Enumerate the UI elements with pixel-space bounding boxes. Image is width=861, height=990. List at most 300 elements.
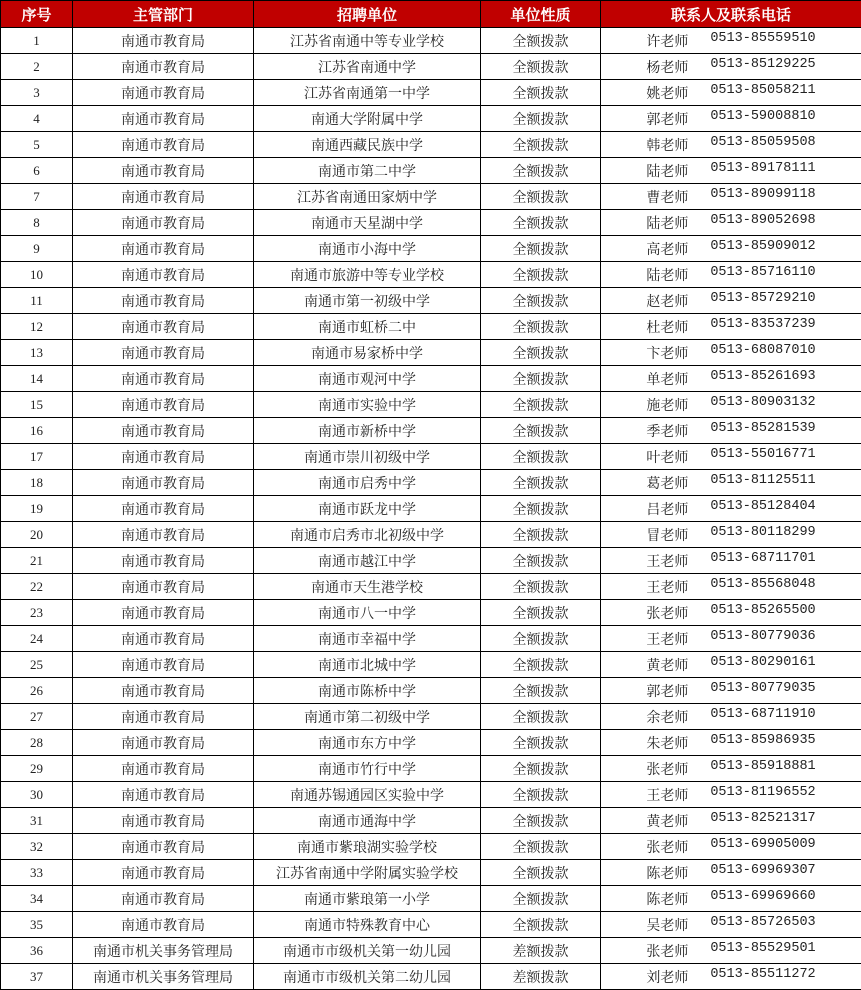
cell-no: 11	[1, 288, 73, 314]
cell-type: 全额拨款	[481, 834, 601, 860]
cell-no: 17	[1, 444, 73, 470]
cell-no: 1	[1, 28, 73, 54]
cell-unit: 南通市特殊教育中心	[254, 912, 481, 938]
cell-contact	[601, 652, 861, 678]
header-contact: 联系人及联系电话	[601, 1, 861, 28]
cell-no: 23	[1, 600, 73, 626]
table-row	[1, 886, 861, 912]
cell-unit: 南通市陈桥中学	[254, 678, 481, 704]
cell-department: 南通市教育局	[73, 392, 254, 418]
cell-type: 全额拨款	[481, 210, 601, 236]
contact-phone: 0513-85729210	[710, 291, 815, 311]
contact-phone: 0513-85918881	[710, 759, 815, 779]
table-row	[1, 626, 861, 652]
contact-name: 韩老师	[646, 135, 688, 155]
cell-no: 30	[1, 782, 73, 808]
cell-department: 南通市教育局	[73, 912, 254, 938]
cell-department: 南通市教育局	[73, 340, 254, 366]
cell-no: 6	[1, 158, 73, 184]
header-no: 序号	[1, 1, 73, 28]
cell-department: 南通市教育局	[73, 704, 254, 730]
table-row	[1, 106, 861, 132]
contact-phone: 0513-80779035	[710, 681, 815, 701]
cell-contact	[601, 522, 861, 548]
cell-unit: 南通市第二初级中学	[254, 704, 481, 730]
cell-type: 全额拨款	[481, 678, 601, 704]
contact-phone: 0513-80118299	[710, 525, 815, 545]
cell-contact	[601, 158, 861, 184]
cell-type: 全额拨款	[481, 28, 601, 54]
contact-phone: 0513-81125511	[710, 473, 815, 493]
contact-phone: 0513-85261693	[710, 369, 815, 389]
cell-unit: 南通市小海中学	[254, 236, 481, 262]
cell-type: 全额拨款	[481, 314, 601, 340]
cell-contact	[601, 288, 861, 314]
cell-department: 南通市教育局	[73, 574, 254, 600]
contact-phone: 0513-82521317	[710, 811, 815, 831]
cell-no: 10	[1, 262, 73, 288]
table-row	[1, 54, 861, 80]
cell-contact	[601, 418, 861, 444]
cell-no: 7	[1, 184, 73, 210]
contact-name: 陆老师	[646, 161, 688, 181]
cell-type: 差额拨款	[481, 964, 601, 990]
cell-contact	[601, 210, 861, 236]
cell-contact	[601, 938, 861, 964]
cell-contact	[601, 54, 861, 80]
cell-department: 南通市教育局	[73, 522, 254, 548]
cell-department: 南通市教育局	[73, 288, 254, 314]
cell-no: 15	[1, 392, 73, 418]
contact-name: 张老师	[646, 759, 688, 779]
cell-contact	[601, 782, 861, 808]
cell-contact	[601, 912, 861, 938]
cell-department: 南通市教育局	[73, 808, 254, 834]
cell-contact	[601, 314, 861, 340]
cell-unit: 南通西藏民族中学	[254, 132, 481, 158]
contact-phone: 0513-85559510	[710, 31, 815, 51]
contact-name: 陆老师	[646, 213, 688, 233]
cell-contact	[601, 262, 861, 288]
cell-type: 全额拨款	[481, 288, 601, 314]
cell-type: 全额拨款	[481, 600, 601, 626]
table-row	[1, 80, 861, 106]
cell-department: 南通市教育局	[73, 80, 254, 106]
table-row	[1, 366, 861, 392]
cell-type: 全额拨款	[481, 574, 601, 600]
cell-no: 37	[1, 964, 73, 990]
cell-department: 南通市教育局	[73, 886, 254, 912]
cell-type: 全额拨款	[481, 704, 601, 730]
cell-contact	[601, 678, 861, 704]
header-department: 主管部门	[73, 1, 254, 28]
cell-unit: 南通市市级机关第二幼儿园	[254, 964, 481, 990]
contact-name: 许老师	[646, 31, 688, 51]
contact-name: 葛老师	[646, 473, 688, 493]
cell-contact	[601, 600, 861, 626]
cell-unit: 江苏省南通第一中学	[254, 80, 481, 106]
contact-name: 王老师	[646, 551, 688, 571]
cell-unit: 南通苏锡通园区实验中学	[254, 782, 481, 808]
table-row	[1, 834, 861, 860]
table-row	[1, 808, 861, 834]
cell-contact	[601, 626, 861, 652]
contact-name: 陆老师	[646, 265, 688, 285]
cell-type: 全额拨款	[481, 652, 601, 678]
contact-name: 杜老师	[646, 317, 688, 337]
cell-type: 全额拨款	[481, 444, 601, 470]
table-row	[1, 418, 861, 444]
table-row	[1, 262, 861, 288]
cell-type: 全额拨款	[481, 392, 601, 418]
table-row	[1, 652, 861, 678]
cell-no: 14	[1, 366, 73, 392]
cell-department: 南通市教育局	[73, 860, 254, 886]
cell-type: 全额拨款	[481, 756, 601, 782]
contact-phone: 0513-81196552	[710, 785, 815, 805]
cell-department: 南通市教育局	[73, 54, 254, 80]
cell-type: 全额拨款	[481, 470, 601, 496]
table-row	[1, 158, 861, 184]
cell-unit: 南通市幸福中学	[254, 626, 481, 652]
cell-unit: 南通市第二中学	[254, 158, 481, 184]
table-row	[1, 314, 861, 340]
cell-type: 全额拨款	[481, 496, 601, 522]
cell-contact	[601, 860, 861, 886]
cell-no: 3	[1, 80, 73, 106]
cell-no: 31	[1, 808, 73, 834]
table-row	[1, 600, 861, 626]
cell-department: 南通市教育局	[73, 106, 254, 132]
cell-no: 36	[1, 938, 73, 964]
table-body	[1, 28, 861, 990]
contact-name: 曹老师	[646, 187, 688, 207]
contact-phone: 0513-85568048	[710, 577, 815, 597]
contact-phone: 0513-85511272	[710, 967, 815, 987]
header-unit: 招聘单位	[254, 1, 481, 28]
cell-unit: 南通市崇川初级中学	[254, 444, 481, 470]
table-row	[1, 184, 861, 210]
contact-name: 郭老师	[646, 109, 688, 129]
cell-department: 南通市教育局	[73, 236, 254, 262]
cell-unit: 南通市越江中学	[254, 548, 481, 574]
contact-name: 王老师	[646, 577, 688, 597]
cell-contact	[601, 28, 861, 54]
contact-phone: 0513-68711910	[710, 707, 815, 727]
cell-no: 29	[1, 756, 73, 782]
contact-name: 张老师	[646, 941, 688, 961]
contact-name: 季老师	[646, 421, 688, 441]
table-row	[1, 522, 861, 548]
contact-name: 王老师	[646, 629, 688, 649]
cell-type: 全额拨款	[481, 730, 601, 756]
table-row	[1, 912, 861, 938]
table-row	[1, 704, 861, 730]
contact-name: 冒老师	[646, 525, 688, 545]
cell-no: 4	[1, 106, 73, 132]
contact-phone: 0513-85986935	[710, 733, 815, 753]
cell-contact	[601, 132, 861, 158]
contact-phone: 0513-68087010	[710, 343, 815, 363]
cell-no: 2	[1, 54, 73, 80]
cell-department: 南通市教育局	[73, 730, 254, 756]
cell-department: 南通市教育局	[73, 132, 254, 158]
cell-unit: 南通市实验中学	[254, 392, 481, 418]
table-row	[1, 860, 861, 886]
cell-no: 33	[1, 860, 73, 886]
cell-contact	[601, 756, 861, 782]
cell-no: 32	[1, 834, 73, 860]
cell-contact	[601, 470, 861, 496]
contact-phone: 0513-85129225	[710, 57, 815, 77]
cell-contact	[601, 886, 861, 912]
contact-name: 施老师	[646, 395, 688, 415]
cell-department: 南通市教育局	[73, 470, 254, 496]
cell-department: 南通市教育局	[73, 184, 254, 210]
table-row	[1, 782, 861, 808]
contact-phone: 0513-80903132	[710, 395, 815, 415]
cell-type: 全额拨款	[481, 340, 601, 366]
contact-name: 卞老师	[646, 343, 688, 363]
cell-department: 南通市教育局	[73, 314, 254, 340]
cell-no: 34	[1, 886, 73, 912]
cell-contact	[601, 704, 861, 730]
contact-name: 高老师	[646, 239, 688, 259]
cell-type: 全额拨款	[481, 184, 601, 210]
contact-name: 吴老师	[646, 915, 688, 935]
contact-name: 陈老师	[646, 889, 688, 909]
cell-department: 南通市教育局	[73, 626, 254, 652]
contact-phone: 0513-85716110	[710, 265, 815, 285]
cell-department: 南通市教育局	[73, 652, 254, 678]
cell-department: 南通市教育局	[73, 678, 254, 704]
table-row	[1, 496, 861, 522]
cell-no: 25	[1, 652, 73, 678]
cell-department: 南通市教育局	[73, 496, 254, 522]
cell-no: 12	[1, 314, 73, 340]
contact-name: 叶老师	[646, 447, 688, 467]
contact-phone: 0513-89178111	[710, 161, 815, 181]
cell-unit: 南通市竹行中学	[254, 756, 481, 782]
cell-department: 南通市教育局	[73, 158, 254, 184]
cell-contact	[601, 236, 861, 262]
contact-phone: 0513-85058211	[710, 83, 815, 103]
contact-name: 朱老师	[646, 733, 688, 753]
contact-phone: 0513-68711701	[710, 551, 815, 571]
contact-phone: 0513-89052698	[710, 213, 815, 233]
contact-name: 单老师	[646, 369, 688, 389]
cell-unit: 南通市跃龙中学	[254, 496, 481, 522]
cell-unit: 南通市紫琅湖实验学校	[254, 834, 481, 860]
contact-phone: 0513-89099118	[710, 187, 815, 207]
cell-unit: 南通市北城中学	[254, 652, 481, 678]
contact-name: 吕老师	[646, 499, 688, 519]
cell-contact	[601, 106, 861, 132]
cell-contact	[601, 834, 861, 860]
contact-name: 郭老师	[646, 681, 688, 701]
cell-no: 8	[1, 210, 73, 236]
cell-contact	[601, 574, 861, 600]
contact-phone: 0513-85726503	[710, 915, 815, 935]
cell-unit: 江苏省南通中学	[254, 54, 481, 80]
cell-type: 全额拨款	[481, 54, 601, 80]
cell-department: 南通市教育局	[73, 756, 254, 782]
cell-no: 21	[1, 548, 73, 574]
cell-contact	[601, 366, 861, 392]
cell-unit: 南通市天生港学校	[254, 574, 481, 600]
cell-contact	[601, 392, 861, 418]
cell-department: 南通市教育局	[73, 782, 254, 808]
table-row	[1, 392, 861, 418]
cell-contact	[601, 184, 861, 210]
cell-contact	[601, 548, 861, 574]
contact-name: 陈老师	[646, 863, 688, 883]
table-row	[1, 132, 861, 158]
contact-phone: 0513-83537239	[710, 317, 815, 337]
cell-department: 南通市教育局	[73, 28, 254, 54]
cell-unit: 南通市观河中学	[254, 366, 481, 392]
cell-contact	[601, 340, 861, 366]
table-row	[1, 444, 861, 470]
cell-type: 全额拨款	[481, 808, 601, 834]
cell-department: 南通市教育局	[73, 210, 254, 236]
contact-phone: 0513-80779036	[710, 629, 815, 649]
cell-no: 20	[1, 522, 73, 548]
cell-type: 全额拨款	[481, 236, 601, 262]
cell-no: 9	[1, 236, 73, 262]
table-row	[1, 964, 861, 990]
cell-type: 全额拨款	[481, 626, 601, 652]
cell-type: 全额拨款	[481, 782, 601, 808]
contact-phone: 0513-69969307	[710, 863, 815, 883]
cell-unit: 南通市通海中学	[254, 808, 481, 834]
cell-no: 26	[1, 678, 73, 704]
contact-name: 张老师	[646, 603, 688, 623]
contact-name: 黄老师	[646, 811, 688, 831]
cell-contact	[601, 730, 861, 756]
contact-name: 杨老师	[646, 57, 688, 77]
contact-name: 赵老师	[646, 291, 688, 311]
contact-phone: 0513-85059508	[710, 135, 815, 155]
cell-no: 16	[1, 418, 73, 444]
cell-type: 全额拨款	[481, 912, 601, 938]
cell-contact	[601, 444, 861, 470]
cell-department: 南通市机关事务管理局	[73, 938, 254, 964]
cell-department: 南通市教育局	[73, 366, 254, 392]
cell-no: 18	[1, 470, 73, 496]
table-row	[1, 678, 861, 704]
cell-type: 全额拨款	[481, 132, 601, 158]
table-row	[1, 236, 861, 262]
cell-no: 28	[1, 730, 73, 756]
cell-contact	[601, 808, 861, 834]
cell-unit: 南通市启秀中学	[254, 470, 481, 496]
contact-phone: 0513-85128404	[710, 499, 815, 519]
cell-contact	[601, 496, 861, 522]
cell-unit: 南通市新桥中学	[254, 418, 481, 444]
cell-unit: 南通市旅游中等专业学校	[254, 262, 481, 288]
table-row	[1, 28, 861, 54]
cell-unit: 江苏省南通田家炳中学	[254, 184, 481, 210]
contact-phone: 0513-55016771	[710, 447, 815, 467]
contact-name: 刘老师	[646, 967, 688, 987]
cell-no: 13	[1, 340, 73, 366]
cell-unit: 江苏省南通中学附属实验学校	[254, 860, 481, 886]
cell-unit: 江苏省南通中等专业学校	[254, 28, 481, 54]
cell-type: 全额拨款	[481, 886, 601, 912]
cell-department: 南通市教育局	[73, 418, 254, 444]
cell-unit: 南通市东方中学	[254, 730, 481, 756]
contact-name: 张老师	[646, 837, 688, 857]
cell-department: 南通市教育局	[73, 834, 254, 860]
cell-contact	[601, 80, 861, 106]
table-row	[1, 288, 861, 314]
cell-department: 南通市教育局	[73, 548, 254, 574]
table-row	[1, 340, 861, 366]
cell-unit: 南通市市级机关第一幼儿园	[254, 938, 481, 964]
cell-type: 差额拨款	[481, 938, 601, 964]
cell-department: 南通市教育局	[73, 262, 254, 288]
contact-name: 王老师	[646, 785, 688, 805]
cell-department: 南通市教育局	[73, 600, 254, 626]
cell-type: 全额拨款	[481, 366, 601, 392]
cell-type: 全额拨款	[481, 106, 601, 132]
table-row	[1, 938, 861, 964]
contact-phone: 0513-69969660	[710, 889, 815, 909]
contact-name: 余老师	[646, 707, 688, 727]
contact-phone: 0513-85909012	[710, 239, 815, 259]
cell-no: 22	[1, 574, 73, 600]
table-row	[1, 756, 861, 782]
cell-unit: 南通市启秀市北初级中学	[254, 522, 481, 548]
table-row	[1, 574, 861, 600]
header-type: 单位性质	[481, 1, 601, 28]
cell-type: 全额拨款	[481, 262, 601, 288]
table-row	[1, 730, 861, 756]
cell-type: 全额拨款	[481, 80, 601, 106]
contact-phone: 0513-59008810	[710, 109, 815, 129]
cell-type: 全额拨款	[481, 548, 601, 574]
cell-type: 全额拨款	[481, 522, 601, 548]
cell-unit: 南通市易家桥中学	[254, 340, 481, 366]
cell-no: 27	[1, 704, 73, 730]
cell-unit: 南通大学附属中学	[254, 106, 481, 132]
cell-no: 35	[1, 912, 73, 938]
contact-phone: 0513-85281539	[710, 421, 815, 441]
cell-type: 全额拨款	[481, 860, 601, 886]
contact-name: 姚老师	[646, 83, 688, 103]
cell-no: 5	[1, 132, 73, 158]
cell-type: 全额拨款	[481, 158, 601, 184]
cell-unit: 南通市第一初级中学	[254, 288, 481, 314]
contact-name: 黄老师	[646, 655, 688, 675]
cell-type: 全额拨款	[481, 418, 601, 444]
cell-contact	[601, 964, 861, 990]
cell-department: 南通市教育局	[73, 444, 254, 470]
cell-no: 24	[1, 626, 73, 652]
cell-department: 南通市机关事务管理局	[73, 964, 254, 990]
table-row	[1, 210, 861, 236]
contact-phone: 0513-85529501	[710, 941, 815, 961]
table-row	[1, 470, 861, 496]
cell-no: 19	[1, 496, 73, 522]
cell-unit: 南通市虹桥二中	[254, 314, 481, 340]
cell-unit: 南通市八一中学	[254, 600, 481, 626]
table-row	[1, 548, 861, 574]
contact-phone: 0513-69905009	[710, 837, 815, 857]
cell-unit: 南通市紫琅第一小学	[254, 886, 481, 912]
header-row	[1, 1, 861, 28]
